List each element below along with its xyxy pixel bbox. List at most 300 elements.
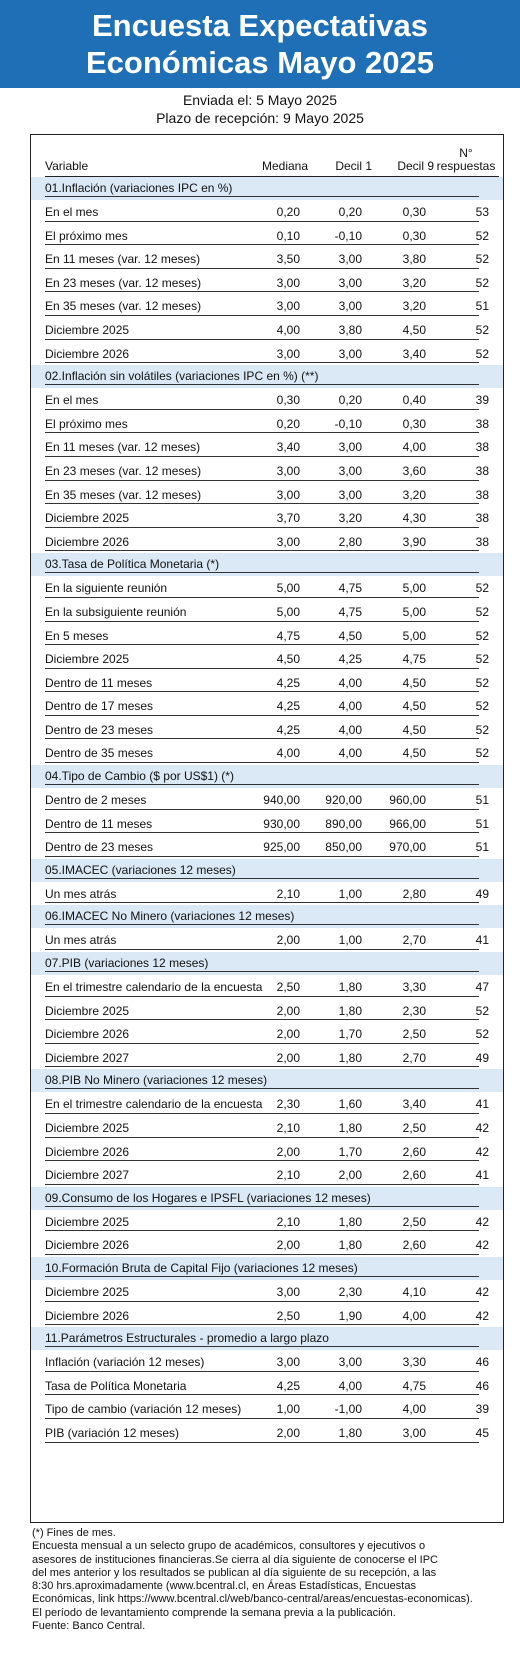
table-row [31,999,503,1023]
table-body [31,177,503,1445]
table-row [31,294,503,318]
table-row [31,600,503,624]
table-row [31,483,503,507]
responses-value: 38 [475,534,489,549]
row-label: En el mes [45,393,99,408]
footnote-line: del mes anterior y los resultados se publican al día siguiente de su recepción, a las [32,1566,437,1579]
decile-9-value: 0,30 [402,416,426,431]
row-label: El próximo mes [45,416,128,431]
decile-1-value: 2,00 [338,1168,362,1183]
decile-1-value: 920,00 [325,793,362,808]
title-banner [0,0,520,88]
table-row [31,342,503,366]
responses-value: 52 [475,652,489,667]
row-underline [45,949,479,950]
decile-1-value: 0,20 [338,205,362,219]
row-label: Diciembre 2026 [45,346,130,361]
decile-1-value: 4,00 [338,1378,362,1393]
table-row [31,247,503,271]
row-label: En 23 meses (var. 12 meses) [45,463,202,478]
row-label: Diciembre 2026 [45,1238,130,1253]
row-underline [45,1160,479,1161]
decile-9-value: 2,60 [402,1238,426,1253]
table-row [31,1022,503,1046]
responses-value: 39 [475,393,489,408]
median-value: 3,50 [276,252,300,267]
table-row [31,530,503,554]
decile-1-value: 1,80 [338,1214,362,1229]
median-value: 3,70 [276,511,300,526]
table-row [31,1374,503,1398]
decile-1-value: 1,00 [338,933,362,948]
row-label: PIB (variación 12 meses) [45,1425,180,1440]
row-underline [45,762,479,763]
row-label: Dentro de 23 meses [45,840,154,855]
decile-9-value: 960,00 [389,793,426,808]
table-row [31,1421,503,1445]
section-underline [45,196,479,197]
row-label: En la siguiente reunión [45,581,168,596]
table-row [31,1163,503,1187]
table-row [31,1210,503,1234]
decile-1-value: 3,00 [338,487,362,502]
row-underline [45,1442,479,1443]
table-row [31,1397,503,1421]
row-label: Diciembre 2025 [45,1214,130,1229]
row-underline [45,1254,479,1255]
row-label: Diciembre 2025 [45,1284,130,1299]
decile-1-value: 1,80 [338,1238,362,1253]
row-underline [45,668,479,669]
section-title: 10.Formación Bruta de Capital Fijo (variaciones 12 meses) [45,1260,358,1275]
decile-1-value: 4,50 [338,628,362,643]
decile-9-value: 4,30 [402,511,426,526]
decile-9-value: 3,20 [402,275,426,290]
median-value: 0,10 [276,228,300,243]
median-value: 1,00 [276,1402,300,1417]
responses-value: 38 [475,416,489,431]
median-value: 2,00 [276,1144,300,1159]
decile-1-value: -0,10 [334,228,362,243]
decile-9-value: 2,50 [402,1214,426,1229]
col-responses-line1: N° [459,146,473,160]
row-label: Un mes atrás [45,886,117,901]
row-label: En 23 meses (var. 12 meses) [45,275,202,290]
row-underline [45,621,479,622]
decile-1-value: 1,70 [338,1027,362,1042]
table-row [31,200,503,224]
row-underline [45,1137,479,1138]
decile-9-value: 0,40 [402,393,426,408]
section-header [31,1327,503,1350]
decile-1-value: 0,20 [338,393,362,408]
decile-1-value: 1,00 [338,886,362,901]
row-label: En 11 meses (var. 12 meses) [45,440,201,455]
row-label: Dentro de 11 meses [45,816,153,831]
decile-1-value: 2,30 [338,1284,362,1299]
median-value: 2,00 [276,1238,300,1253]
responses-value: 47 [475,980,489,995]
responses-value: 52 [475,275,489,290]
section-title: 07.PIB (variaciones 12 meses) [45,956,209,971]
footnotes [32,1527,502,1633]
decile-1-value: 4,00 [338,675,362,690]
row-underline [45,856,479,857]
median-value: 3,00 [276,534,300,549]
decile-1-value: 850,00 [325,840,362,855]
table-row [31,1046,503,1070]
decile-9-value: 3,60 [402,463,426,478]
row-label: En 35 meses (var. 12 meses) [45,299,202,314]
row-label: Diciembre 2026 [45,1308,130,1323]
row-underline [45,1184,479,1185]
decile-9-value: 3,00 [402,1425,426,1440]
table-row [31,224,503,248]
responses-value: 42 [475,1238,489,1253]
decile-9-value: 0,30 [402,228,426,243]
median-value: 0,20 [276,205,300,219]
column-header [31,135,503,177]
decile-1-value: -1,00 [334,1402,362,1417]
decile-1-value: 3,00 [338,1355,362,1370]
decile-9-value: 3,40 [402,1097,426,1112]
table-row [31,1304,503,1328]
median-value: 3,00 [276,487,300,502]
median-value: 0,30 [276,393,300,408]
decile-1-value: 1,80 [338,1050,362,1065]
decile-1-value: 1,70 [338,1144,362,1159]
table-row [31,835,503,859]
median-value: 3,00 [276,463,300,478]
row-underline [45,1043,479,1044]
row-underline [45,432,479,433]
row-underline [45,244,479,245]
row-label: Inflación (variación 12 meses) [45,1355,205,1370]
responses-value: 42 [475,1308,489,1323]
section-underline [45,1346,479,1347]
responses-value: 52 [475,604,489,619]
responses-value: 42 [475,1121,489,1135]
decile-1-value: 4,75 [338,581,362,596]
decile-9-value: 3,30 [402,980,426,995]
median-value: 2,10 [276,1214,300,1229]
row-underline [45,809,479,810]
table-row [31,928,503,952]
row-label: Tipo de cambio (variación 12 meses) [45,1402,242,1417]
section-header [31,952,503,975]
decile-9-value: 3,30 [402,1355,426,1370]
responses-value: 52 [475,746,489,761]
row-underline [45,1113,479,1114]
table-row [31,1350,503,1374]
responses-value: 41 [475,1097,489,1112]
median-value: 5,00 [276,581,300,596]
median-value: 5,00 [276,604,300,619]
row-label: En el trimestre calendario de la encuesta [45,980,263,995]
decile-9-value: 970,00 [389,840,426,855]
row-underline [45,456,479,457]
median-value: 3,00 [276,1355,300,1370]
median-value: 2,00 [276,1027,300,1042]
row-label: El próximo mes [45,228,128,243]
footnote-line: 8:30 hrs.aproximadamente (www.bcentral.cl, en Áreas Estadísticas, Encuestas [32,1580,416,1593]
median-value: 4,25 [276,699,300,714]
decile-9-value: 4,10 [402,1284,426,1299]
responses-value: 52 [475,1003,489,1018]
sent-date: Enviada el: 5 Mayo 2025 [182,92,338,108]
row-label: En 5 meses [45,628,109,643]
median-value: 2,00 [276,1003,300,1018]
row-underline [45,738,479,739]
row-label: Diciembre 2025 [45,652,130,667]
decile-1-value: 890,00 [325,816,362,831]
decile-9-value: 2,60 [402,1168,426,1183]
responses-value: 39 [475,1402,489,1417]
decile-9-value: 2,50 [402,1027,426,1042]
row-label: Dentro de 17 meses [45,699,154,714]
median-value: 3,00 [276,1284,300,1299]
row-underline [45,715,479,716]
responses-value: 52 [475,722,489,737]
median-value: 3,00 [276,346,300,361]
median-value: 4,00 [276,746,300,761]
row-label: En el trimestre calendario de la encuesta [45,1097,263,1112]
row-label: Dentro de 35 meses [45,746,154,761]
row-underline [45,597,479,598]
median-value: 4,25 [276,722,300,737]
table-row [31,694,503,718]
decile-1-value: 1,80 [338,1121,362,1135]
row-underline [45,503,479,504]
decile-9-value: 4,75 [402,652,426,667]
decile-1-value: 3,00 [338,252,362,267]
section-header [31,365,503,388]
section-title: 05.IMACEC (variaciones 12 meses) [45,862,236,877]
table-row [31,271,503,295]
table-row [31,1116,503,1140]
row-label: Diciembre 2027 [45,1168,130,1183]
section-header [31,177,503,200]
responses-value: 38 [475,511,489,526]
decile-1-value: 3,00 [338,440,362,455]
decile-1-value: 4,75 [338,604,362,619]
decile-9-value: 2,60 [402,1144,426,1159]
decile-1-value: 3,20 [338,511,362,526]
decile-9-value: 3,40 [402,346,426,361]
decile-9-value: 4,00 [402,1308,426,1323]
median-value: 2,10 [276,886,300,901]
row-underline [45,221,479,222]
decile-1-value: 2,80 [338,534,362,549]
row-label: Diciembre 2025 [45,322,130,337]
row-label: Diciembre 2025 [45,1121,130,1135]
decile-1-value: 1,60 [338,1097,362,1112]
median-value: 2,00 [276,933,300,948]
footnote-line: Encuesta mensual a un selecto grupo de académicos, consultores y ejecutivos o [32,1540,426,1553]
responses-value: 46 [475,1355,489,1370]
responses-value: 42 [475,1214,489,1229]
row-label: Diciembre 2026 [45,1144,130,1159]
section-underline [45,924,479,925]
col-responses-line2: respuestas [436,159,496,173]
section-header [31,1069,503,1092]
row-underline [45,1230,479,1231]
decile-9-value: 5,00 [402,604,426,619]
decile-9-value: 3,20 [402,299,426,314]
responses-value: 51 [475,299,489,314]
responses-value: 46 [475,1378,489,1393]
row-label: Diciembre 2025 [45,511,130,526]
responses-value: 38 [475,487,489,502]
table-row [31,1092,503,1116]
section-underline [45,572,479,573]
decile-1-value: 3,00 [338,346,362,361]
row-underline [45,832,479,833]
decile-9-value: 2,50 [402,1121,426,1135]
table-row [31,624,503,648]
median-value: 2,10 [276,1168,300,1183]
section-title: 06.IMACEC No Minero (variaciones 12 meses) [45,909,295,924]
row-label: Diciembre 2026 [45,1027,130,1042]
decile-1-value: 4,00 [338,722,362,737]
section-underline [45,1206,479,1207]
col-variable: Variable [45,159,89,173]
footnote-line: asesores de instituciones financieras.Se cierra al día siguiente de conocerse el IPC [32,1553,439,1566]
row-underline [45,268,479,269]
row-underline [45,1019,479,1020]
row-label: En 35 meses (var. 12 meses) [45,487,202,502]
section-title: 01.Inflación (variaciones IPC en %) [45,181,233,195]
responses-value: 51 [475,816,489,831]
decile-1-value: 4,25 [338,652,362,667]
responses-value: 41 [475,1168,489,1183]
row-underline [45,1324,479,1325]
row-label: Dentro de 2 meses [45,793,147,808]
table-row [31,741,503,765]
decile-9-value: 0,30 [402,205,426,219]
row-underline [45,339,479,340]
responses-value: 38 [475,463,489,478]
median-value: 2,00 [276,1050,300,1065]
section-title: 11.Parámetros Estructurales - promedio a largo plazo [45,1331,329,1346]
row-underline [45,996,479,997]
decile-9-value: 4,50 [402,746,426,761]
median-value: 4,25 [276,1378,300,1393]
section-header [31,859,503,882]
responses-value: 42 [475,1144,489,1159]
section-underline [45,1088,479,1089]
responses-value: 45 [475,1425,489,1440]
responses-value: 52 [475,675,489,690]
row-underline [45,1066,479,1067]
median-value: 940,00 [263,793,300,808]
median-value: 4,75 [276,628,300,643]
table-row [31,318,503,342]
table-row [31,388,503,412]
decile-1-value: 3,00 [338,275,362,290]
median-value: 2,10 [276,1121,300,1135]
table-row [31,412,503,436]
row-label: Un mes atrás [45,933,117,948]
row-underline [45,315,479,316]
col-decile-1: Decil 1 [335,159,372,173]
section-header [31,1187,503,1210]
row-label: En 11 meses (var. 12 meses) [45,252,201,267]
decile-1-value: 1,80 [338,1003,362,1018]
responses-value: 38 [475,440,489,455]
decile-9-value: 2,70 [402,1050,426,1065]
median-value: 4,50 [276,652,300,667]
median-value: 4,25 [276,675,300,690]
median-value: 3,00 [276,299,300,314]
row-underline [45,1394,479,1395]
section-title: 02.Inflación sin volátiles (variaciones IPC en %) (**) [45,369,319,384]
decile-9-value: 2,70 [402,933,426,948]
table-row [31,576,503,600]
section-title: 04.Tipo de Cambio ($ por US$1) (*) [45,769,234,784]
responses-value: 52 [475,581,489,596]
table-row [31,975,503,999]
footnote-line: Fuente: Banco Central. [32,1620,146,1633]
section-underline [45,878,479,879]
decile-9-value: 4,00 [402,440,426,455]
decile-1-value: -0,10 [334,416,362,431]
median-value: 2,50 [276,980,300,995]
row-label: Tasa de Política Monetaria [45,1378,187,1393]
median-value: 3,00 [276,275,300,290]
section-header [31,1257,503,1280]
row-label: En el mes [45,205,99,219]
section-title: 03.Tasa de Política Monetaria (*) [45,557,220,572]
median-value: 2,00 [276,1425,300,1440]
table-row [31,435,503,459]
decile-9-value: 5,00 [402,628,426,643]
row-underline [45,409,479,410]
row-underline [45,1418,479,1419]
col-responses [431,147,501,173]
section-underline [45,384,479,385]
responses-value: 51 [475,840,489,855]
section-underline [45,1276,479,1277]
decile-9-value: 4,50 [402,322,426,337]
median-value: 0,20 [276,416,300,431]
section-title: 08.PIB No Minero (variaciones 12 meses) [45,1073,268,1088]
row-underline [45,691,479,692]
decile-1-value: 3,80 [338,322,362,337]
decile-9-value: 4,00 [402,1402,426,1417]
responses-value: 52 [475,699,489,714]
responses-value: 51 [475,793,489,808]
table-row [31,1140,503,1164]
median-value: 925,00 [263,840,300,855]
section-underline [45,784,479,785]
table-row [31,459,503,483]
row-underline [45,550,479,551]
median-value: 2,30 [276,1097,300,1112]
responses-value: 41 [475,933,489,948]
decile-1-value: 3,00 [338,299,362,314]
decile-1-value: 3,00 [338,463,362,478]
median-value: 4,00 [276,322,300,337]
row-underline [45,527,479,528]
responses-value: 42 [475,1284,489,1299]
decile-9-value: 5,00 [402,581,426,596]
section-title: 09.Consumo de los Hogares e IPSFL (variaciones 12 meses) [45,1190,371,1205]
decile-9-value: 2,30 [402,1003,426,1018]
responses-value: 52 [475,228,489,243]
decile-1-value: 4,00 [338,699,362,714]
decile-9-value: 4,50 [402,699,426,714]
